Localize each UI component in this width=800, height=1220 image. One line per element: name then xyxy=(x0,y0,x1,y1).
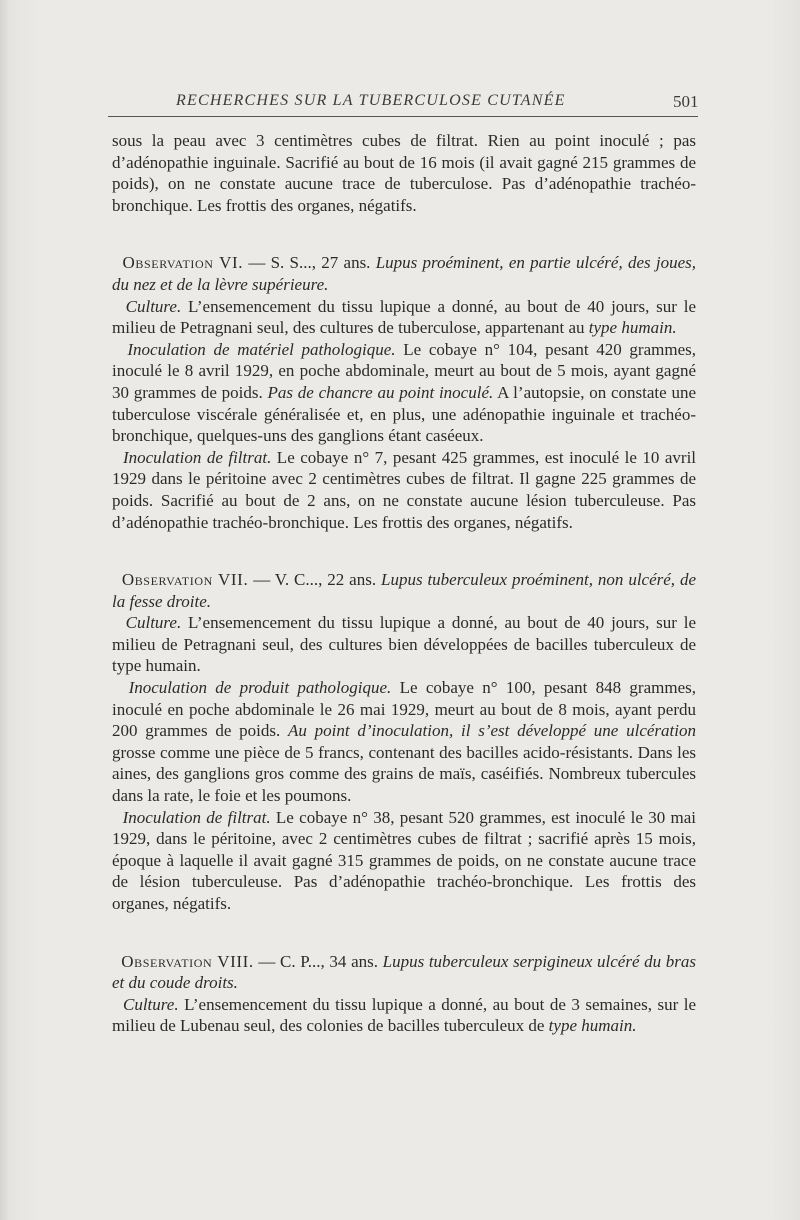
inoculation-filtrat-text: Le cobaye n° 7, pesant 425 grammes, est inoculé le 10 avril 1929 dans le péritoine avec 2 centimètres cubes de filtrat. Il gagne 225 grammes de poids. Sacrifié au bout de 2 ans, on ne constate aucune lésion tuberculeuse. Pas d’adénopathie trachéo-bronchique. Les frottis des organes, négatifs. xyxy=(112,447,697,532)
observation-6-patient: — S. S..., 27 ans. xyxy=(243,253,376,273)
inoculation-text-2: grosse comme une pièce de 5 francs, contenant des bacilles acido-résistants. Dans les aines, des ganglions gros comme des grains de maïs, caséifiés. Nombreux tubercules dans la rate, le foie et les poumons. xyxy=(112,742,696,806)
inoculation-filtrat-text: Le cobaye n° 38, pesant 520 grammes, est inoculé le 30 mai 1929, dans le péritoine, avec 2 centimètres cubes de filtrat ; sacrifié après 15 mois, époque à laquelle il avait gagné 315 grammes de poids, on ne constate aucune trace de lésion tuberculeuse. Pas d’adénopathie trachéo-bronchique. Les frottis des organes, négatifs. xyxy=(112,807,697,913)
inoculation-label: Inoculation de matériel pathologique. xyxy=(127,339,396,359)
inoculation-italic: Pas de chancre au point inoculé. xyxy=(267,382,494,402)
observation-7-label: Observation VII. xyxy=(121,570,249,590)
page-header xyxy=(108,88,708,118)
observation-7-title: Lupus tuberculeux proéminent, non ulcéré, de la fesse droite. xyxy=(112,570,696,611)
observation-7-heading xyxy=(112,569,696,612)
observation-6-culture xyxy=(112,296,696,339)
inoculation-text: Le cobaye n° 100, pesant 848 grammes, inoculé en poche abdominale le 26 mai 1929, meurt au bout de 8 mois, ayant perdu 200 grammes de poids. xyxy=(112,678,696,741)
observation-8-patient: — C. P..., 34 ans. xyxy=(253,951,383,971)
observation-6-label: Observation VI. xyxy=(122,253,244,273)
inoculation-label: Inoculation de produit pathologique. xyxy=(128,678,392,698)
running-title: RECHERCHES SUR LA TUBERCULOSE CUTANÉE xyxy=(176,92,566,109)
observation-6-heading xyxy=(112,252,696,295)
inoculation-filtrat-label: Inoculation de filtrat. xyxy=(122,807,271,827)
paragraph-continued: sous la peau avec 3 centimètres cubes de filtrat. Rien au point inoculé ; pas d’adénopathie inguinale. Sacrifié au bout de 16 mois (il avait gagné 215 grammes de poids), on ne constate aucune trace de tuberculose. Pas d’adénopathie trachéo-bronchique. Les frottis des organes, négatifs. xyxy=(112,131,696,215)
culture-text: L’ensemencement du tissu lupique a donné, au bout de 40 jours, sur le milieu de Petragnani seul, des cultures bien développées de bacilles tuberculeux de type humain. xyxy=(112,613,696,676)
observation-7-patient: — V. C..., 22 ans. xyxy=(248,570,381,590)
culture-text: L’ensemencement du tissu lupique a donné, au bout de 3 semaines, sur le milieu de Lubenau seul, des colonies de bacilles tuberculeux de xyxy=(112,994,697,1036)
page-number: 501 xyxy=(673,92,699,111)
culture-text: L’ensemencement du tissu lupique a donné, au bout de 40 jours, sur le milieu de Petragnani seul, des cultures de tuberculose, appartenant au xyxy=(112,296,696,338)
observation-8-culture xyxy=(112,994,696,1037)
observation-7-culture xyxy=(112,612,696,677)
observation-7-inoculation-1 xyxy=(112,677,696,807)
observation-6-inoculation-1 xyxy=(112,339,696,447)
inoculation-filtrat-label: Inoculation de filtrat. xyxy=(122,447,272,467)
observation-8-heading xyxy=(112,951,696,994)
culture-type: type humain. xyxy=(548,1016,637,1036)
inoculation-italic: Au point d’inoculation, il s’est développé une ulcération xyxy=(288,721,696,741)
culture-label: Culture. xyxy=(125,296,182,316)
culture-label: Culture. xyxy=(125,613,182,633)
inoculation-text-2: A l’autopsie, on constate une tuberculose viscérale généralisée et, en plus, une adénopathie inguinale et trachéo-bronchique, quelques-uns des ganglions étant caséeux. xyxy=(112,382,697,446)
observation-8-label: Observation VIII. xyxy=(121,951,254,971)
observation-6-inoculation-2 xyxy=(112,447,696,533)
inoculation-text: Le cobaye n° 104, pesant 420 grammes, inoculé le 8 avril 1929, en poche abdominale, meurt au bout de 5 mois, ayant gagné 30 grammes de poids. xyxy=(112,339,696,402)
observation-8-title: Lupus tuberculeux serpigineux ulcéré du bras et du coude droits. xyxy=(112,951,696,993)
header-rule xyxy=(108,116,698,117)
page-body xyxy=(112,130,696,1037)
culture-label: Culture. xyxy=(123,994,179,1014)
observation-7-inoculation-2 xyxy=(112,807,696,915)
observation-6-title: Lupus proéminent, en partie ulcéré, des joues, du nez et de la lèvre supérieure. xyxy=(112,253,696,294)
culture-type: type humain. xyxy=(588,318,677,338)
